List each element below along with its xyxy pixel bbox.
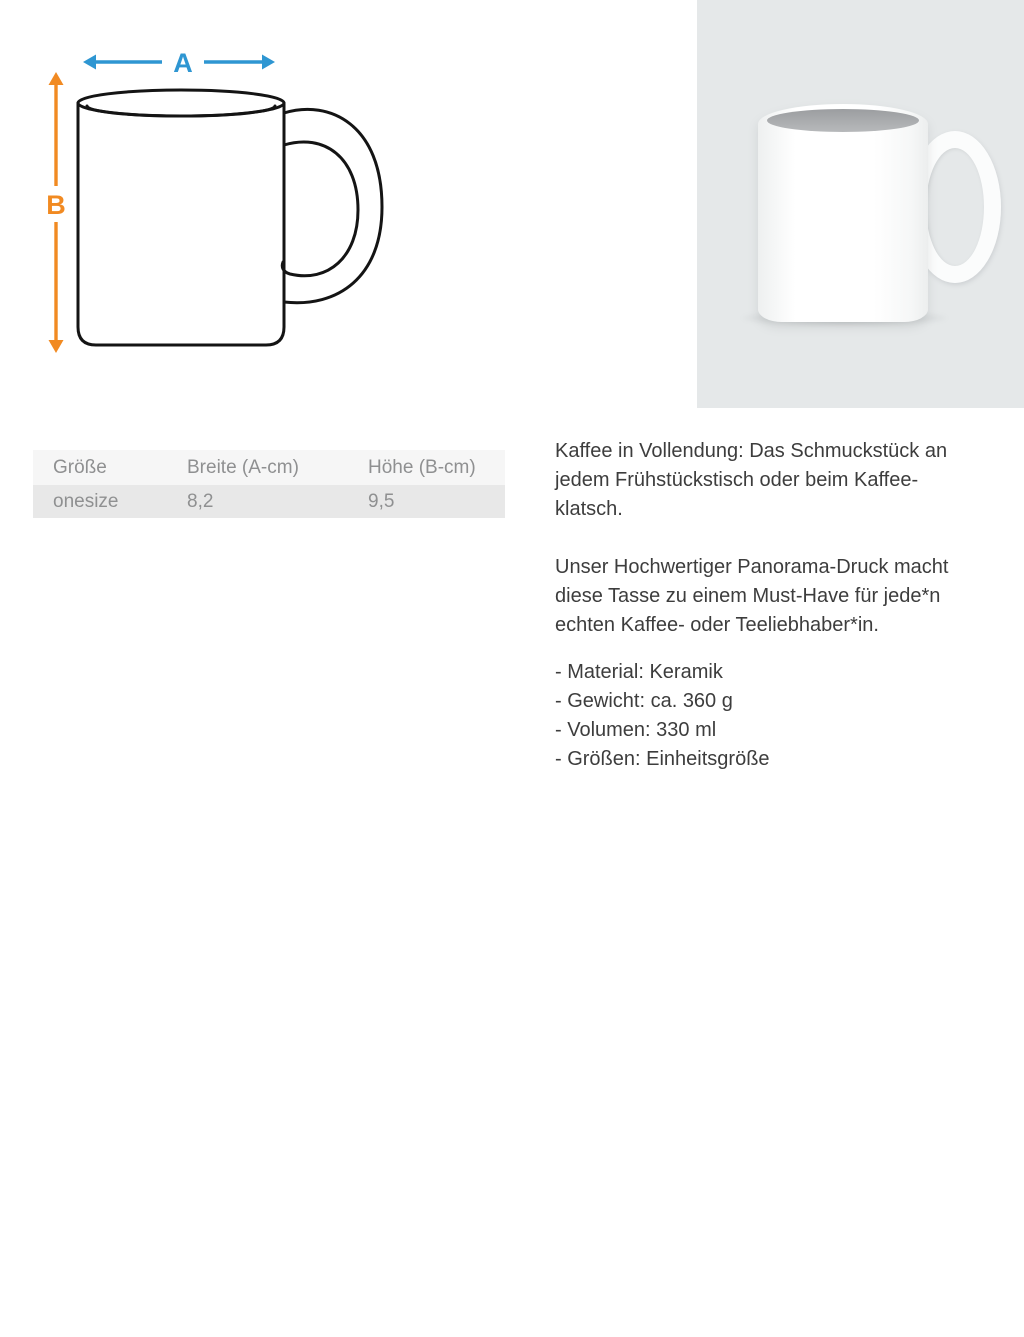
description-paragraph-2: Unser Hochwertiger Panorama-Druck macht diese Tasse zu einem Must-Have für jede*n echten Kaffee- oder Teeliebhaber*in. (555, 556, 949, 636)
size-value: onesize (53, 490, 119, 512)
height-column-header: Höhe (B-cm) (368, 456, 476, 478)
width-dimension-label: A (173, 48, 193, 78)
mug-outline-icon (78, 90, 382, 345)
mug-interior (767, 109, 919, 132)
spec-sizes: - Größen: Einheitsgröße (555, 748, 770, 770)
width-arrow-icon (83, 48, 275, 78)
size-column-header: Größe (53, 456, 107, 478)
product-description (555, 437, 985, 774)
size-table-row (33, 485, 505, 518)
mug-body (758, 104, 928, 322)
width-value: 8,2 (187, 490, 214, 512)
size-table (33, 450, 505, 518)
height-value: 9,5 (368, 490, 395, 512)
mug-dimension-drawing (40, 45, 390, 363)
size-table-header-row (33, 450, 505, 485)
spec-material: - Material: Keramik (555, 661, 723, 683)
description-paragraph-1: Kaffee in Vollendung: Das Schmuckstück an jedem Frühstückstisch oder beim Kaffee-klatsch. (555, 440, 948, 520)
spec-weight: - Gewicht: ca. 360 g (555, 690, 733, 712)
width-column-header: Breite (A-cm) (187, 456, 299, 478)
spec-list (555, 658, 985, 774)
height-dimension-label: B (46, 190, 66, 220)
spec-volume: - Volumen: 330 ml (555, 719, 717, 741)
product-photo (697, 0, 1024, 408)
height-arrow-icon (46, 72, 66, 353)
mug-dimension-diagram (40, 45, 390, 363)
